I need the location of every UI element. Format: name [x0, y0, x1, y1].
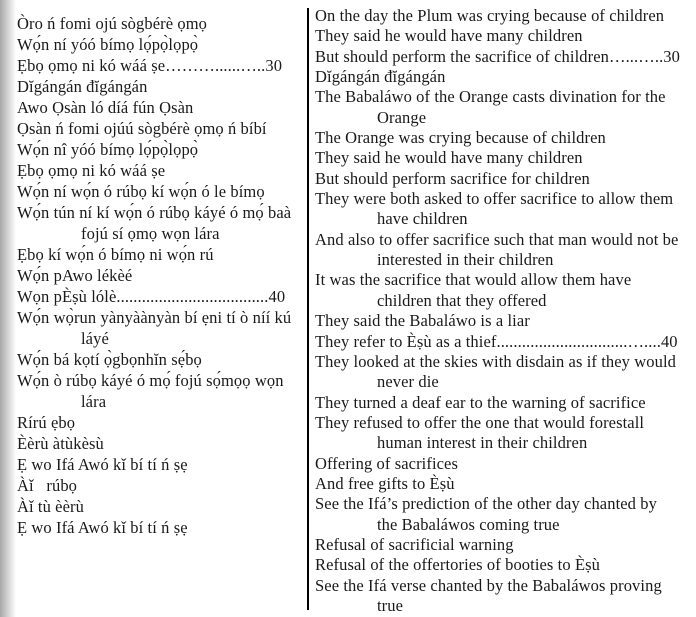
verse-line: the Babaláwos coming true	[377, 514, 560, 534]
verse-line: But should perform sacrifice for children	[315, 168, 590, 188]
verse-line: Refusal of the offertories of booties to Èṣù	[315, 555, 600, 575]
verse-line: See the Ifá’s prediction of the other day chanted by	[315, 494, 657, 514]
verse-line: They turned a deaf ear to the warning of sacrifice	[315, 392, 646, 412]
verse-line: They said the Babaláwo is a liar	[315, 311, 530, 331]
verse-line: They refer to Èṣù as a thief...............................…....40	[315, 331, 678, 351]
verse-line: Wọ́n wọ̀run yànyàànyàn bí ẹni tí ò níí kú	[17, 308, 292, 327]
verse-line: lára	[81, 392, 107, 411]
verse-line: Wọ́n ní wọ́n ó rúbọ kí wọ́n ó le bímọ	[17, 182, 265, 201]
verse-line: fojú sí ọmọ wọn lára	[81, 224, 220, 243]
verse-line: Ẹ wo Ifá Awó kǐ bí tí ń ṣẹ	[17, 455, 188, 474]
verse-line: human interest in their children	[377, 433, 588, 453]
page-edge-shading	[0, 0, 16, 617]
verse-line: The Orange was crying because of children	[315, 128, 606, 148]
verse-line: have children	[377, 209, 468, 229]
verse-line: They were both asked to offer sacrifice to allow them	[315, 189, 674, 209]
verse-line: Ẹbọ kí wọ́n ó bímọ ni wọ́n rú	[17, 245, 214, 264]
verse-line: Awo Ọsàn ló díá fún Ọsàn	[17, 98, 194, 117]
verse-line: Rírú ẹbọ	[17, 413, 76, 432]
verse-line: Wọ́n ò rúbọ káyé ó mọ́ fojú sọ́mọọ wọn	[17, 371, 284, 390]
verse-line: interested in their children	[377, 250, 554, 270]
verse-line: Ọsàn ń fomi ojúú sògbérè ọmọ ń bíbí	[17, 119, 267, 138]
verse-line: See the Ifá verse chanted by the Babaláwos proving	[315, 575, 662, 595]
verse-line: And also to offer sacrifice such that man would not be	[315, 229, 679, 249]
verse-line: Ẹbọ ọmọ ni kó wáá ṣe	[17, 161, 166, 180]
verse-line: They said he would have many children	[315, 148, 583, 168]
verse-line: Ẹbọ ọmọ ni kó wáá ṣe………......…..30	[17, 56, 283, 75]
verse-line: And free gifts to Èṣù	[315, 473, 455, 493]
verse-line: never die	[377, 372, 439, 392]
verse-line: Òro ń fomi ojú sògbérè ọmọ	[17, 14, 208, 33]
verse-line: But should perform the sacrifice of children…...…..30	[315, 46, 680, 66]
verse-line: Àǐ tù èèrù	[17, 497, 84, 516]
verse-line: Refusal of sacrificial warning	[315, 534, 514, 554]
verse-line: They refused to offer the one that would forestall	[315, 412, 645, 432]
verse-line: Wọ́n tún ní kí wọ́n ó rúbọ káyé ó mọ́ baà	[17, 203, 292, 222]
verse-line: Wọn pÈṣù lólè....................................40	[17, 287, 286, 306]
verse-line: láyé	[81, 329, 109, 348]
verse-line: Ẹ wo Ifá Awó kǐ bí tí ń ṣẹ	[17, 518, 188, 537]
verse-line: Offering of sacrifices	[315, 453, 458, 473]
verse-line: Èèrù àtùkèsù	[17, 434, 104, 453]
verse-line: They said he would have many children	[315, 26, 583, 46]
verse-line: Wọ́n pAwo lékèé	[17, 266, 133, 285]
verse-line: Wọ́n nî yóó bímọ lọ́pọ̀lọpọ̀	[17, 140, 199, 159]
verse-line: It was the sacrifice that would allow them have	[315, 270, 632, 290]
verse-line: children that they offered	[377, 290, 547, 310]
verse-line: Àǐ rúbọ	[17, 476, 78, 495]
yoruba-verse-column	[17, 13, 305, 538]
verse-line: true	[377, 595, 404, 615]
english-translation-column	[315, 6, 696, 616]
verse-line: On the day the Plum was crying because of children	[315, 6, 665, 25]
verse-line: Dĭgángán đĭgángán	[17, 77, 148, 96]
verse-line: Wọ́n bá kọtí ọ̀gbọnhĭn sẹ́bọ	[17, 350, 202, 369]
verse-line: They looked at the skies with disdain as if they would	[315, 351, 677, 371]
verse-line: Wọ́n ní yóó bímọ lọ́pọ̀lọpọ̀	[17, 35, 199, 54]
verse-line: The Babaláwo of the Orange casts divination for the	[315, 87, 666, 107]
verse-line: Orange	[377, 107, 427, 127]
verse-line: Dĭgángán đĭgángán	[315, 67, 446, 87]
column-divider-rule	[307, 8, 309, 610]
